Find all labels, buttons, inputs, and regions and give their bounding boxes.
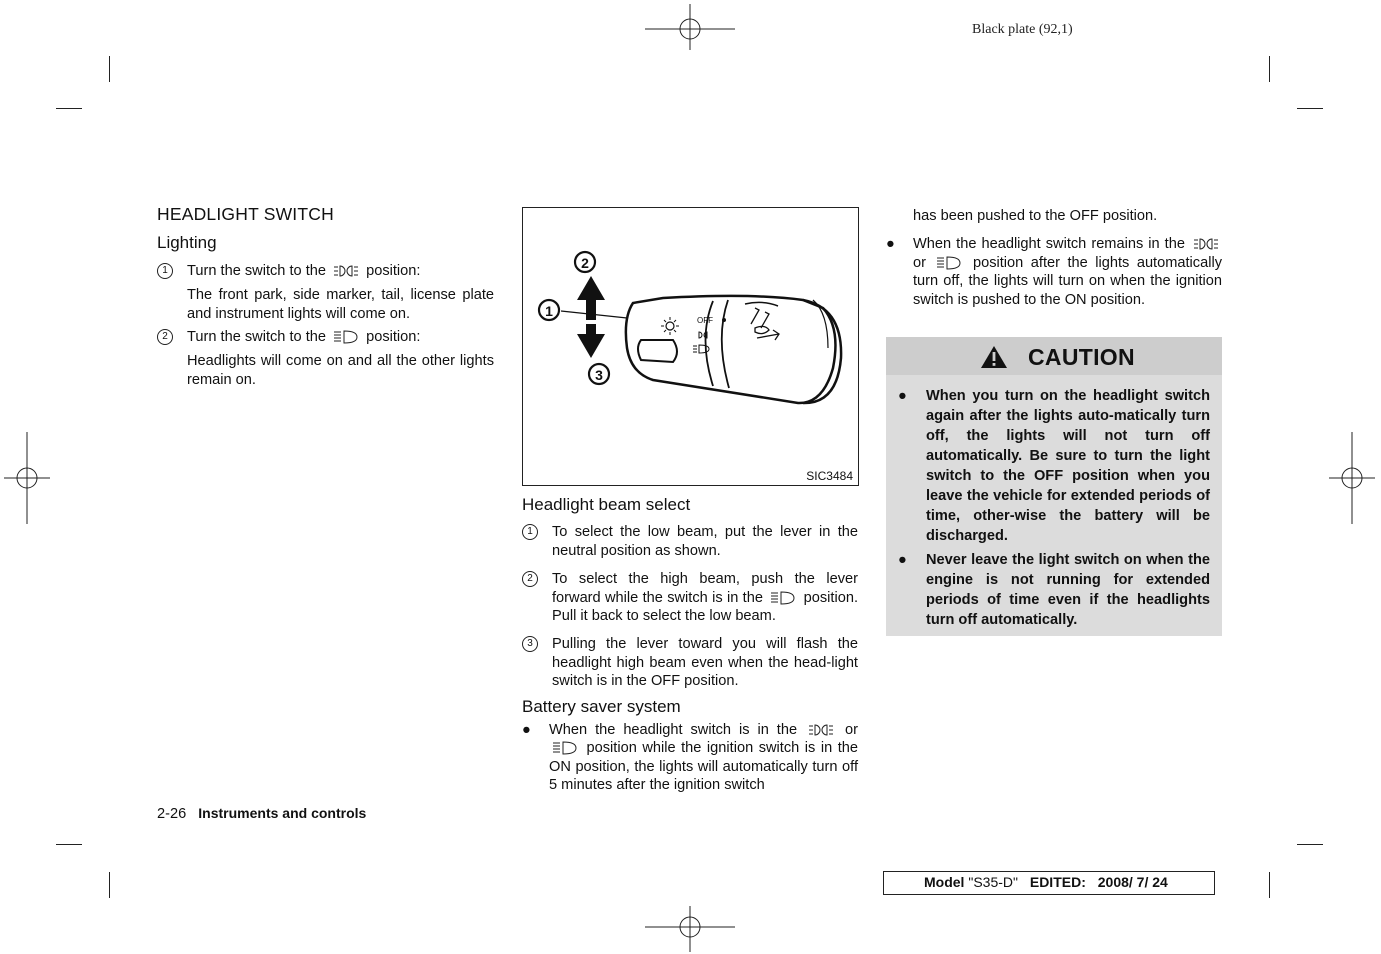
item-detail: The front park, side marker, tail, license plate and instrument lights will come on.	[187, 287, 494, 322]
callout-2	[575, 252, 595, 272]
crop-mark	[1297, 844, 1323, 845]
page-number: 2-26	[157, 806, 187, 822]
caution-header	[886, 337, 1222, 375]
registration-mark-icon	[4, 432, 50, 524]
list-item: 2 Turn the switch to the position: Headlights will come on and all the other lights remain on.	[157, 328, 494, 389]
left-column	[157, 205, 494, 389]
callout-number: 3	[595, 367, 603, 383]
list-item: 3 Pulling the lever toward you will flash the headlight high beam even when the head-light switch is in the OFF position.	[522, 635, 858, 690]
callout-number: 2	[581, 255, 589, 271]
step-number: 2	[157, 329, 173, 345]
subsection-title: Headlight beam select	[522, 495, 691, 514]
middle-column	[522, 496, 858, 795]
callout-3	[589, 364, 609, 384]
model-label: Model	[924, 874, 965, 890]
list-item: 1 Turn the switch to the position: The front park, side marker, tail, license plate and instrument lights will come on.	[157, 262, 494, 323]
bullet: ●	[522, 722, 531, 739]
headlight-icon	[936, 256, 962, 270]
caution-item: ● Never leave the light switch on when the engine is not running for extended periods of time even if the headlights turn off automatically.	[898, 552, 1210, 628]
registration-mark-icon	[645, 4, 735, 50]
off-label: OFF	[697, 316, 713, 325]
step-number: 3	[522, 636, 538, 652]
section-title: HEADLIGHT SWITCH	[157, 204, 334, 224]
registration-mark-icon	[645, 906, 735, 952]
caution-item: ● When you turn on the headlight switch again after the lights auto-matically turn off, the lights will not turn off automatically. Be sure to turn the light switch to the OFF position when you leave the vehicle for extended periods of time, other-wise the battery will be discharged.	[898, 388, 1210, 544]
figure-code: SIC3484	[806, 469, 853, 483]
section-name: Instruments and controls	[198, 805, 367, 821]
plate-label: Black plate (92,1)	[972, 22, 1073, 37]
step-number: 1	[522, 524, 538, 540]
list-item: 1 To select the low beam, put the lever in the neutral position as shown.	[522, 523, 858, 560]
callout-number: 1	[545, 303, 553, 319]
registration-mark-icon	[1329, 432, 1375, 524]
parking-light-icon	[1193, 237, 1219, 251]
parking-light-icon	[333, 264, 359, 278]
crop-mark	[1269, 872, 1270, 898]
headlight-lever-illustration	[523, 208, 858, 485]
page-footer	[157, 805, 366, 822]
caution-title: CAUTION	[1028, 344, 1135, 370]
continued-text: has been pushed to the OFF position.	[913, 208, 1158, 224]
crop-mark	[1297, 108, 1323, 109]
crop-mark	[109, 56, 110, 82]
bullet: ●	[898, 552, 907, 568]
bullet: ●	[886, 236, 895, 253]
subsection-title: Lighting	[157, 233, 217, 253]
bullet: ●	[898, 388, 907, 404]
headlight-icon	[770, 591, 796, 605]
subsection-title: Battery saver system	[522, 696, 681, 716]
headlight-icon	[333, 330, 359, 344]
crop-mark	[56, 108, 82, 109]
item-detail: Headlights will come on and all the other lights remain on.	[187, 353, 494, 388]
model-edit-box	[883, 871, 1215, 895]
callout-1	[539, 300, 559, 320]
right-column	[886, 207, 1222, 309]
crop-mark	[109, 872, 110, 898]
warning-triangle-icon	[980, 345, 1008, 369]
headlight-lever-figure	[522, 207, 859, 486]
step-number: 1	[157, 263, 173, 279]
edited-date: 2008/ 7/ 24	[1097, 874, 1168, 890]
caution-body	[886, 375, 1222, 636]
model-value: "S35-D"	[968, 874, 1018, 890]
parking-light-icon	[808, 723, 834, 737]
list-item: ● When the headlight switch remains in the or position after the lights automatically turn off, the lights will turn on when the ignition switch is pushed to the ON position.	[886, 236, 1222, 308]
step-number: 2	[522, 571, 538, 587]
list-item: 2 To select the high beam, push the lever forward while the switch is in the position. Pull it back to select the low beam.	[522, 570, 858, 625]
list-item: ● When the headlight switch is in the or position while the ignition switch is in the ON position, the lights will automatically turn off 5 minutes after the ignition switch	[522, 722, 858, 794]
crop-mark	[56, 844, 82, 845]
headlight-icon	[552, 741, 578, 755]
edited-label: EDITED:	[1029, 874, 1086, 890]
crop-mark	[1269, 56, 1270, 82]
